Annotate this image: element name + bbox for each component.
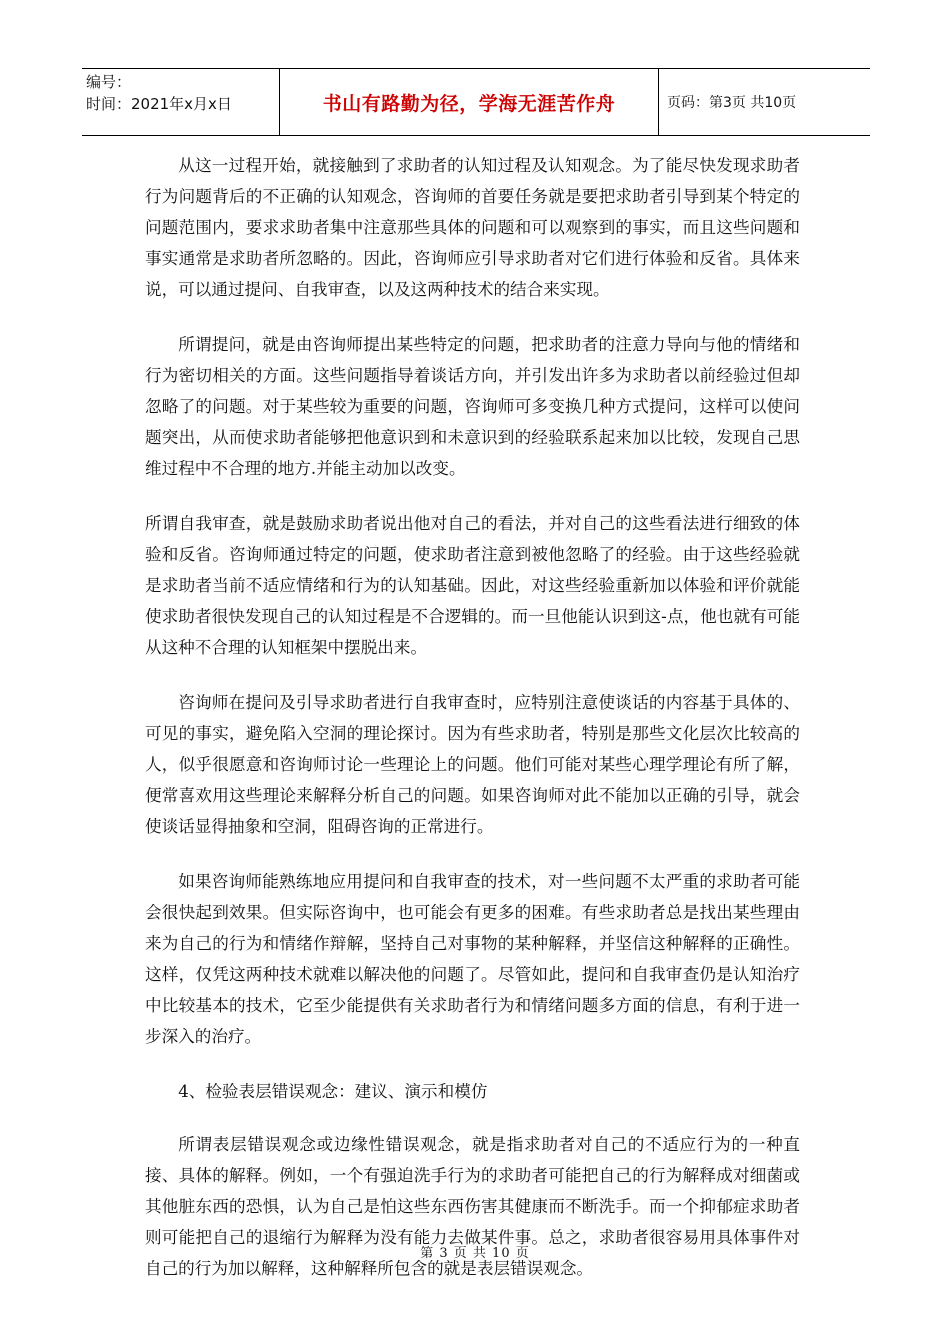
paragraph: 从这一过程开始，就接触到了求助者的认知过程及认知观念。为了能尽快发现求助者行为问题背后的不正确的认知观念，咨询师的首要任务就是要把求助者引导到某个特定的问题范围内，要求求助者集中注意那些具体的问题和可以观察到的事实，而且这些问题和事实通常是求助者所忽略的。因此，咨询师应引导求助者对它们进行体验和反省。具体来说，可以通过提问、自我审查，以及这两种技术的结合来实现。	[145, 156, 800, 299]
document-body	[145, 150, 800, 1308]
header-page-number	[659, 69, 870, 135]
footer-page-number: 第 3 页 共 10 页	[420, 1246, 530, 1261]
page-footer	[0, 1242, 950, 1261]
document-date: 时间：2021年x月x日	[86, 95, 232, 113]
paragraph: 如果咨询师能熟练地应用提问和自我审查的技术，对一些问题不太严重的求助者可能会很快起到效果。但实际咨询中，也可能会有更多的困难。有些求助者总是找出某些理由来为自己的行为和情绪作辩解，坚持自己对事物的某种解释，并坚信这种解释的正确性。这样，仅凭这两种技术就难以解决他的问题了。尽管如此，提问和自我审查仍是认知治疗中比较基本的技术，它至少能提供有关求助者行为和情绪问题多方面的信息，有利于进一步深入的治疗。	[145, 872, 800, 1046]
paragraph: 所谓表层错误观念或边缘性错误观念，就是指求助者对自己的不适应行为的一种直接、具体的解释。例如，一个有强迫洗手行为的求助者可能把自己的行为解释成对细菌或其他脏东西的恐惧，认为自己是怕这些东西伤害其健康而不断洗手。而一个抑郁症求助者则可能把自己的退缩行为解释为没有能力去做某件事。总之，求助者很容易用具体事件对自己的行为加以解释，这种解释所包含的就是表层错误观念。	[145, 1135, 800, 1278]
paragraph: 所谓自我审查，就是鼓励求助者说出他对自己的看法，并对自己的这些看法进行细致的体验和反省。咨询师通过特定的问题，使求助者注意到被他忽略了的经验。由于这些经验就是求助者当前不适应情绪和行为的认知基础。因此，对这些经验重新加以体验和评价就能使求助者很快发现自己的认知过程是不合逻辑的。而一旦他能认识到这-点，他也就有可能从这种不合理的认知框架中摆脱出来。	[145, 514, 800, 657]
page-header	[82, 68, 870, 136]
header-meta	[82, 69, 280, 135]
section-heading: 4、检验表层错误观念：建议、演示和模仿	[178, 1082, 488, 1101]
header-page-label: 页码：第3页 共10页	[667, 95, 797, 111]
header-motto	[280, 69, 659, 135]
paragraph: 咨询师在提问及引导求助者进行自我审查时，应特别注意使谈话的内容基于具体的、可见的事实，避免陷入空洞的理论探讨。因为有些求助者，特别是那些文化层次比较高的人，似乎很愿意和咨询师讨论一些理论上的问题。他们可能对某些心理学理论有所了解，便常喜欢用这些理论来解释分析自己的问题。如果咨询师对此不能加以正确的引导，就会使谈话显得抽象和空洞，阻碍咨询的正常进行。	[145, 693, 800, 836]
motto-text: 书山有路勤为径，学海无涯苦作舟	[322, 92, 616, 115]
paragraph: 所谓提问，就是由咨询师提出某些特定的问题，把求助者的注意力导向与他的情绪和行为密切相关的方面。这些问题指导着谈话方向，并引发出许多为求助者以前经验过但却忽略了的问题。对于某些较为重要的问题，咨询师可多变换几种方式提问，这样可以使问题突出，从而使求助者能够把他意识到和未意识到的经验联系起来加以比较，发现自己思维过程中不合理的地方.并能主动加以改变。	[145, 335, 800, 478]
document-number-label: 编号：	[86, 73, 132, 91]
